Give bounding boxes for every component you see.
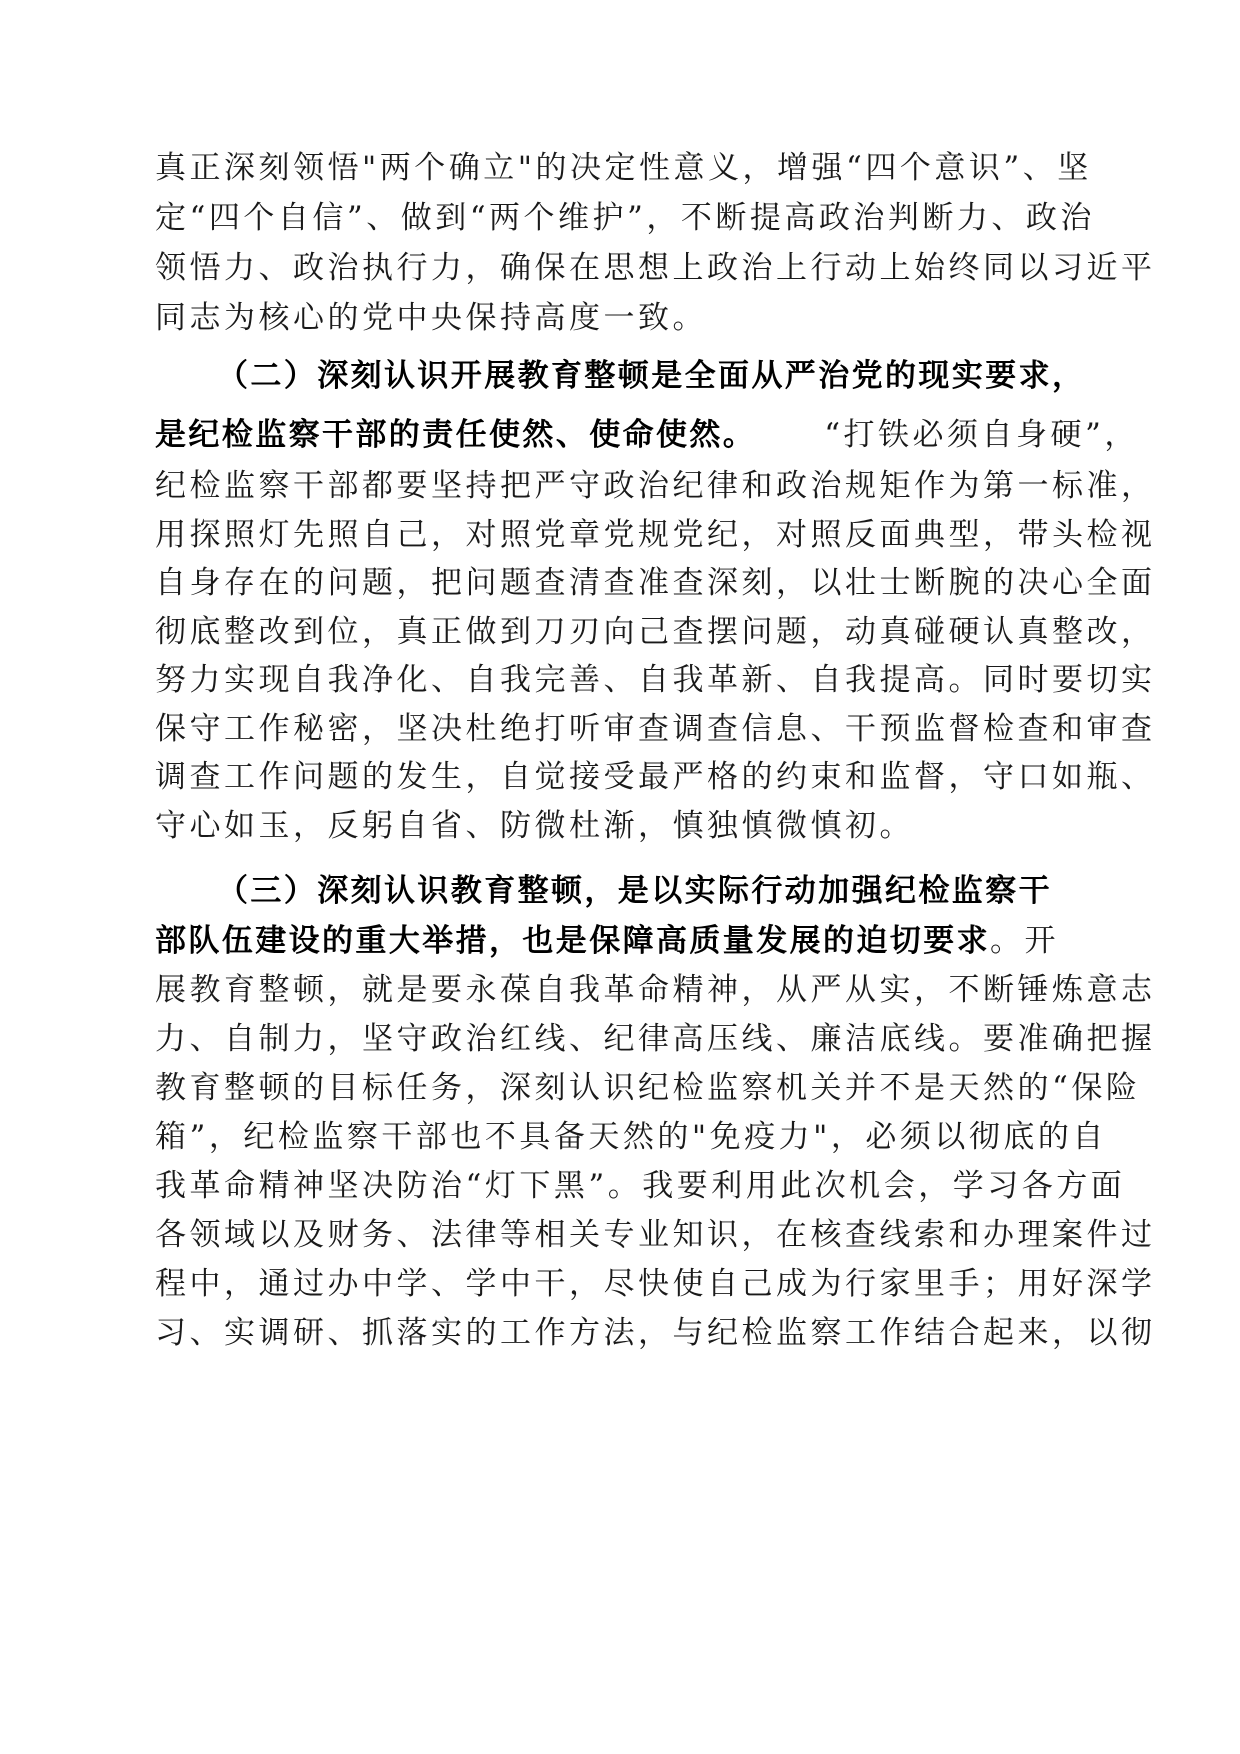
text-line: 努力实现自我净化、自我完善、自我革新、自我提高。同时要切实 [155,662,1156,698]
text-line: 保守工作秘密，坚决杜绝打听审查调查信息、干预监督检查和审查 [155,710,1156,747]
text-line: 展教育整顿，就是要永葆自我革命精神，从严从实，不断锤炼意志 [155,972,1156,1008]
text-line: 真正深刻领悟"两个确立"的决定性意义，增强“四个意识”、坚 [155,150,1092,186]
section-two-quote: “打铁必须自身硬”， [824,417,1139,453]
section-two-heading-cont: 是纪检监察干部的责任使然、使命使然。 [155,417,757,453]
text-line [155,410,1139,460]
text-line: 箱”，纪检监察干部也不具备天然的"免疫力"，必须以彻底的自 [155,1119,1107,1155]
section-three-heading-cont: 部队伍建设的重大举措，也是保障高质量发展的迫切要求 [155,923,990,959]
section-three-heading: （三）深刻认识教育整顿，是以实际行动加强纪检监察干 [217,873,1052,909]
text-line: 力、自制力，坚守政治红线、纪律高压线、廉洁底线。要准确把握 [155,1021,1156,1057]
section-three [155,866,1085,966]
section-two-heading: （二）深刻认识开展教育整顿是全面从严治党的现实要求， [217,358,1086,394]
paragraph-intro [155,143,1156,343]
text-line: 调查工作问题的发生，自觉接受最严格的约束和监督，守口如瓶、 [155,759,1156,795]
section-three-tail: 。开 [990,923,1059,959]
text-line: 我革命精神坚决防治“灯下黑”。我要利用此次机会，学习各方面 [155,1168,1126,1204]
text-line: 习、实调研、抓落实的工作方法，与纪检监察工作结合起来，以彻 [155,1315,1156,1351]
section-three-body [155,966,1156,1358]
text-line: 程中，通过办中学、学中干，尽快使自己成为行家里手；用好深学 [155,1266,1156,1302]
section-two-line-2 [155,410,1139,460]
section-two-body [155,462,1156,850]
text-line: 自身存在的问题，把问题查清查准查深刻，以壮士断腕的决心全面 [155,565,1156,601]
text-line: 各领域以及财务、法律等相关专业知识，在核查线索和办理案件过 [155,1217,1156,1253]
text-line: 彻底整改到位，真正做到刀刃向己查摆问题，动真碰硬认真整改， [155,613,1156,650]
text-line: 领悟力、政治执行力，确保在思想上政治上行动上始终同以习近平 [155,250,1156,286]
text-line: 守心如玉，反躬自省、防微杜渐，慎独慎微慎初。 [155,807,914,844]
text-line: 教育整顿的目标任务，深刻认识纪检监察机关并不是天然的“保险 [155,1070,1141,1106]
text-line [155,916,1085,966]
text-line: 同志为核心的党中央保持高度一致。 [155,300,707,336]
text-line: 用探照灯先照自己，对照党章党规党纪，对照反面典型，带头检视 [155,516,1156,553]
text-line: 定“四个自信”、做到“两个维护”，不断提高政治判断力、政治 [155,200,1095,236]
section-two [155,342,1085,410]
text-line: 纪检监察干部都要坚持把严守政治纪律和政治规矩作为第一标准， [155,468,1156,504]
